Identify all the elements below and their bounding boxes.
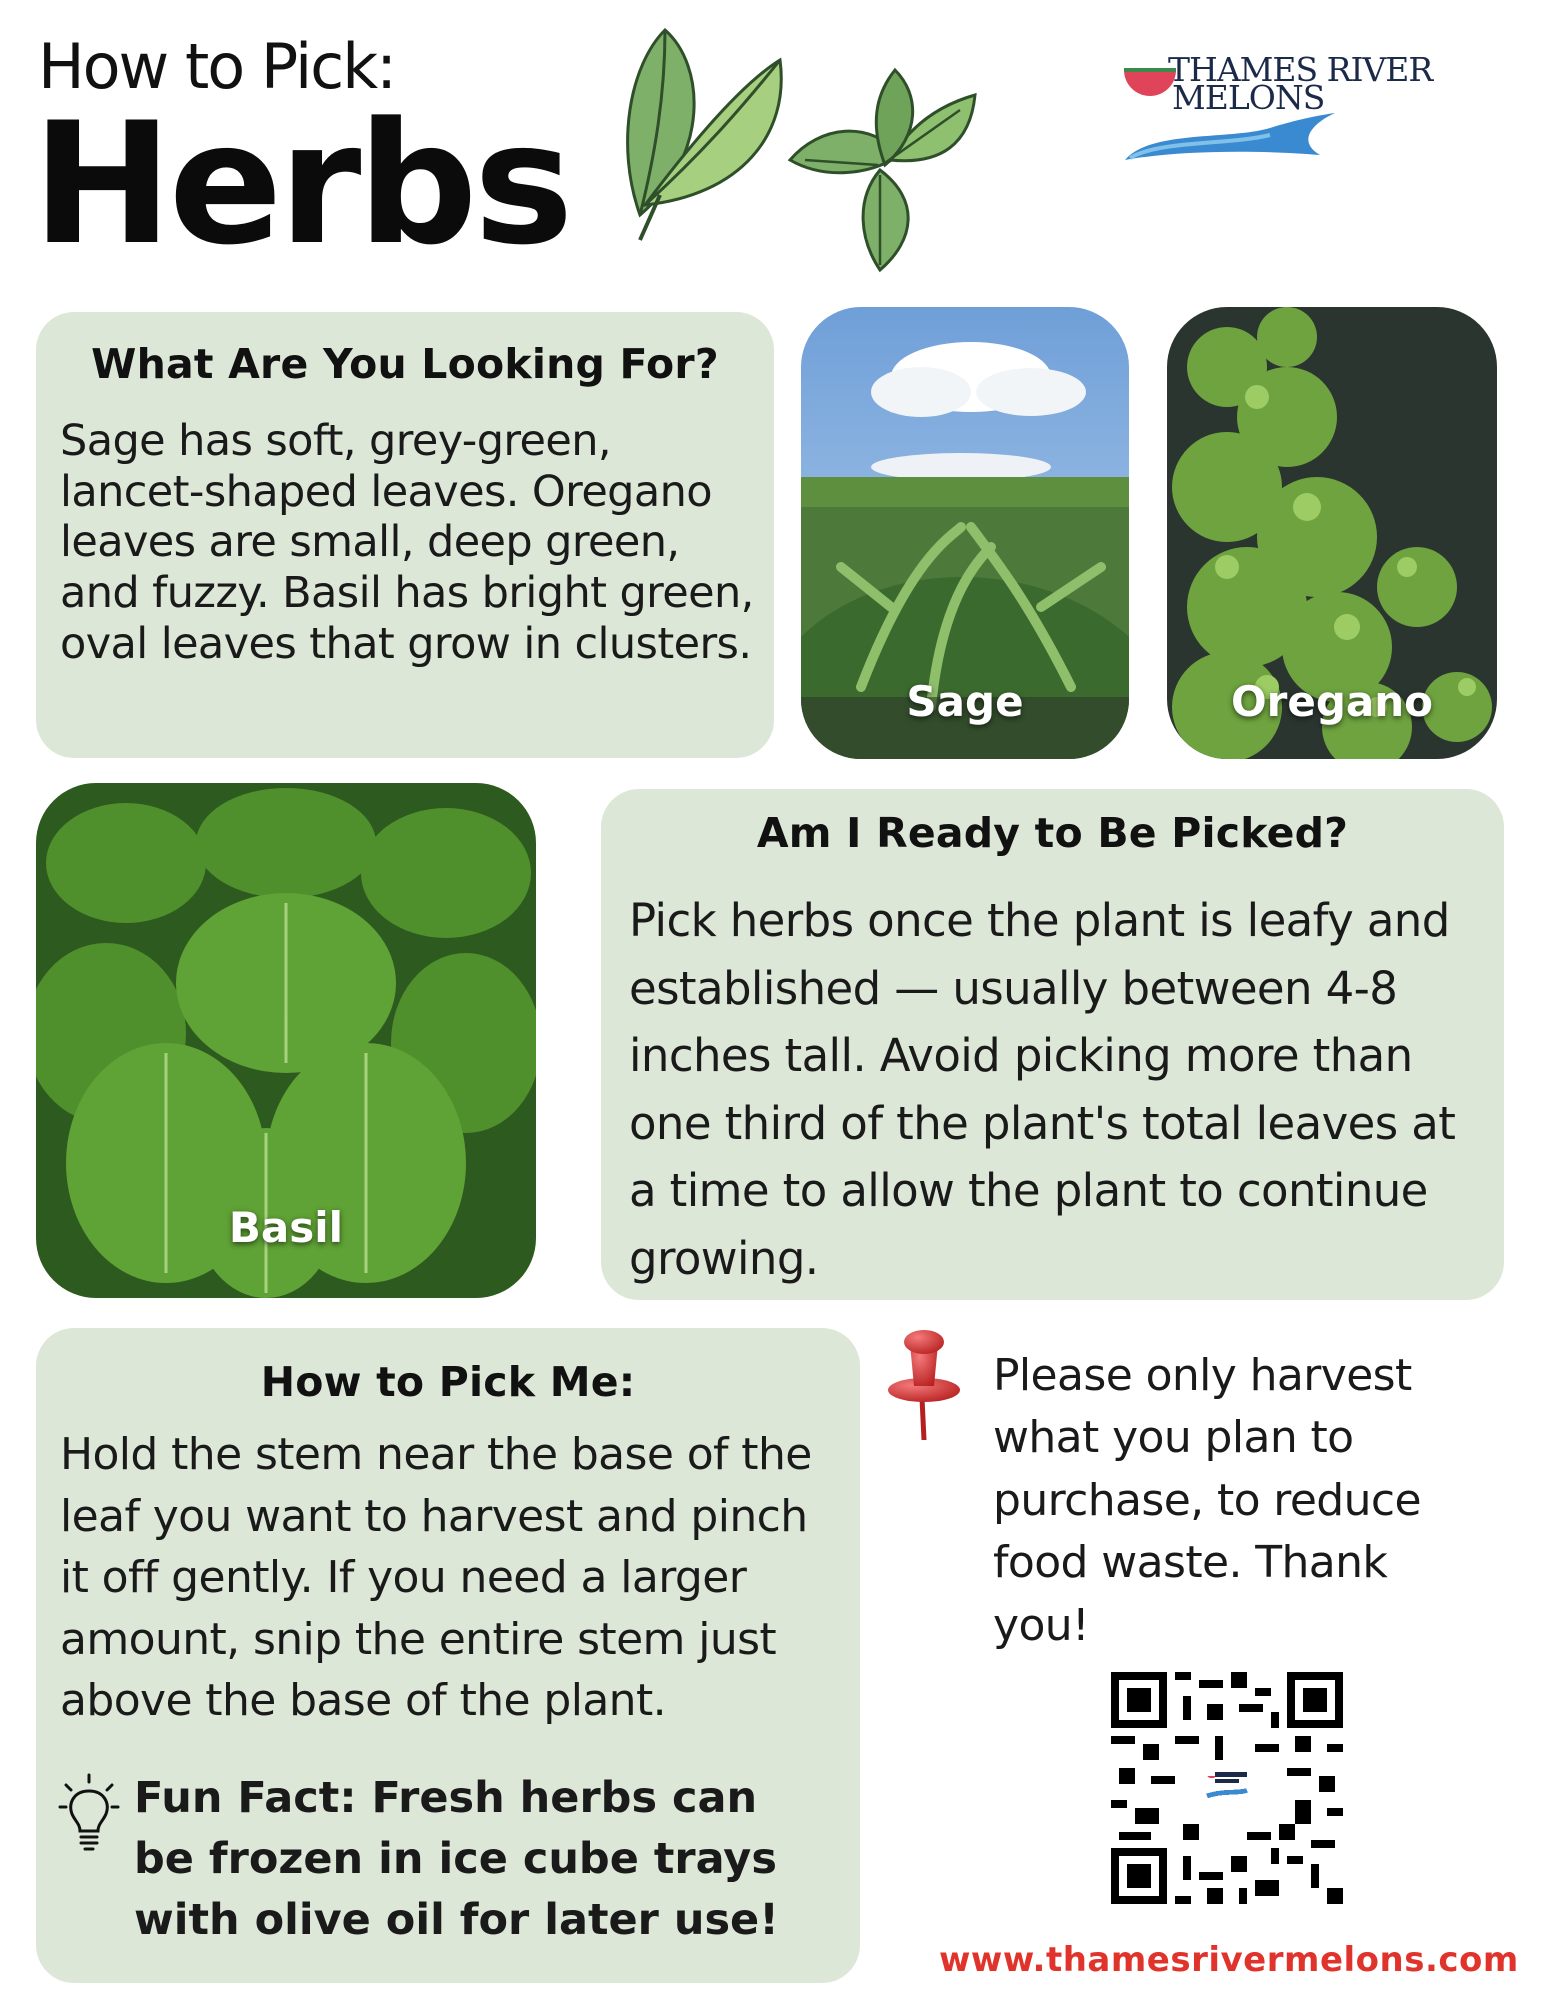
pick-heading: How to Pick Me: (260, 1358, 636, 1406)
logo-line1: THAMES RIVER (1168, 50, 1433, 89)
sage-label: Sage (906, 677, 1024, 726)
qr-code[interactable] (1111, 1672, 1343, 1904)
basil-photo (36, 783, 536, 1298)
basil-label: Basil (228, 1203, 344, 1252)
oregano-label: Oregano (1230, 677, 1434, 726)
lightbulb-icon (58, 1771, 120, 1853)
ready-heading: Am I Ready to Be Picked? (756, 809, 1349, 857)
sage-photo (801, 307, 1129, 759)
ready-card (601, 789, 1504, 1300)
leaves-illustration (620, 25, 980, 280)
brand-logo (1120, 50, 1500, 165)
website-link[interactable]: www.thamesrivermelons.com (939, 1940, 1519, 1980)
page-title: Herbs (32, 86, 570, 282)
river-icon (1120, 110, 1340, 165)
looking-card (36, 312, 774, 758)
logo-line2: MELONS (1172, 78, 1325, 117)
pushpin-icon (884, 1324, 964, 1440)
leaf-icon (628, 30, 782, 240)
oregano-photo (1167, 307, 1497, 759)
fun-fact: Fun Fact: Fresh herbs can be frozen in ice cube trays with olive oil for later use! (134, 1773, 779, 1946)
page-kicker: How to Pick: (38, 30, 396, 103)
looking-heading: What Are You Looking For? (91, 340, 719, 388)
leaf-cluster-icon (790, 70, 975, 270)
looking-body: Sage has soft, grey-green, lancet-shaped leaves. Oregano leaves are small, deep green, and fuzzy. Basil has bright green, oval leaves that grow in clusters. (60, 416, 754, 669)
ready-body: Pick herbs once the plant is leafy and established — usually between 4-8 inches tall. Avoid picking more than one third of the plant's total leaves at a time to allow the plant to continue growing. (629, 894, 1456, 1285)
pick-body: Hold the stem near the base of the leaf you want to harvest and pinch it off gently. If you need a larger amount, snip the entire stem just above the base of the plant. (60, 1429, 812, 1727)
harvest-notice: Please only harvest what you plan to purchase, to reduce food waste. Thank you! (993, 1350, 1421, 1651)
pick-card (36, 1328, 860, 1983)
